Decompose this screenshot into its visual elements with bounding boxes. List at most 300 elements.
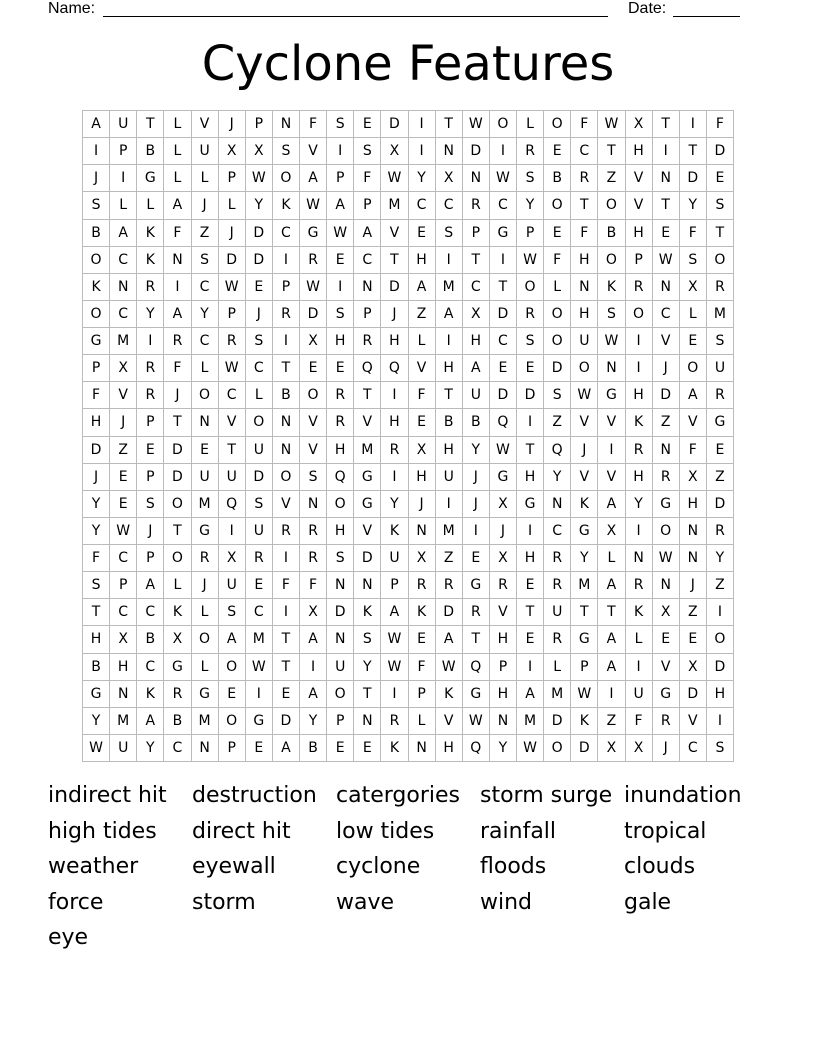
grid-cell: G xyxy=(598,382,625,409)
grid-cell: H xyxy=(626,138,653,165)
grid-cell: A xyxy=(680,382,707,409)
grid-cell: C xyxy=(544,518,571,545)
grid-cell: I xyxy=(273,545,300,572)
grid-cell: L xyxy=(192,599,219,626)
grid-cell: K xyxy=(598,274,625,301)
grid-cell: C xyxy=(273,220,300,247)
grid-cell: I xyxy=(327,138,354,165)
grid-cell: A xyxy=(463,355,490,382)
grid-cell: K xyxy=(83,274,110,301)
grid-cell: A xyxy=(436,626,463,653)
grid-cell: E xyxy=(137,437,164,464)
grid-cell: V xyxy=(300,409,327,436)
grid-cell: P xyxy=(327,165,354,192)
grid-cell: E xyxy=(517,355,544,382)
grid-cell: O xyxy=(219,708,246,735)
grid-cell: S xyxy=(517,328,544,355)
grid-cell: L xyxy=(517,111,544,138)
grid-cell: N xyxy=(300,491,327,518)
grid-cell: W xyxy=(653,545,680,572)
grid-cell: K xyxy=(626,599,653,626)
grid-cell: Q xyxy=(354,355,381,382)
grid-cell: B xyxy=(137,138,164,165)
grid-cell: Y xyxy=(571,545,598,572)
grid-cell: P xyxy=(490,654,517,681)
grid-cell: W xyxy=(598,111,625,138)
grid-cell: O xyxy=(327,681,354,708)
grid-cell: P xyxy=(626,247,653,274)
grid-cell: U xyxy=(246,518,273,545)
grid-cell: I xyxy=(436,491,463,518)
grid-cell: H xyxy=(327,437,354,464)
header xyxy=(0,0,816,22)
grid-cell: O xyxy=(598,247,625,274)
grid-cell: D xyxy=(246,220,273,247)
grid-cell: I xyxy=(110,165,137,192)
grid-cell: S xyxy=(83,192,110,219)
grid-cell: G xyxy=(707,409,734,436)
grid-cell: R xyxy=(436,572,463,599)
grid-cell: X xyxy=(246,138,273,165)
grid-cell: O xyxy=(707,626,734,653)
grid-cell: X xyxy=(680,654,707,681)
grid-cell: T xyxy=(517,599,544,626)
grid-cell: V xyxy=(354,518,381,545)
grid-cell: K xyxy=(381,735,408,762)
grid-cell: V xyxy=(273,491,300,518)
grid-cell: O xyxy=(680,355,707,382)
grid-cell: G xyxy=(517,491,544,518)
grid-cell: I xyxy=(300,654,327,681)
grid-cell: C xyxy=(110,247,137,274)
grid-cell: L xyxy=(626,626,653,653)
name-label: Name: xyxy=(48,0,96,17)
date-blank-line[interactable] xyxy=(673,16,740,17)
grid-cell: F xyxy=(273,572,300,599)
grid-cell: G xyxy=(164,654,191,681)
grid-cell: U xyxy=(436,464,463,491)
grid-cell: F xyxy=(680,437,707,464)
grid-cell: I xyxy=(517,654,544,681)
grid-cell: M xyxy=(110,328,137,355)
grid-cell: H xyxy=(436,735,463,762)
grid-cell: X xyxy=(110,355,137,382)
grid-cell: A xyxy=(300,681,327,708)
grid-cell: I xyxy=(463,518,490,545)
grid-cell: R xyxy=(463,192,490,219)
grid-cell: S xyxy=(273,138,300,165)
grid-cell: R xyxy=(626,572,653,599)
grid-cell: O xyxy=(273,464,300,491)
grid-cell: P xyxy=(110,572,137,599)
grid-cell: I xyxy=(219,518,246,545)
grid-cell: R xyxy=(300,247,327,274)
grid-cell: N xyxy=(192,735,219,762)
grid-cell: T xyxy=(381,247,408,274)
grid-cell: C xyxy=(246,599,273,626)
grid-cell: Y xyxy=(517,192,544,219)
grid-cell: H xyxy=(707,681,734,708)
grid-cell: U xyxy=(192,138,219,165)
grid-cell: N xyxy=(463,165,490,192)
grid-cell: J xyxy=(219,111,246,138)
word-list-item: storm xyxy=(192,889,256,915)
grid-cell: Y xyxy=(490,735,517,762)
grid-cell: X xyxy=(110,626,137,653)
grid-cell: R xyxy=(707,518,734,545)
grid-cell: R xyxy=(517,301,544,328)
grid-cell: J xyxy=(463,464,490,491)
grid-cell: B xyxy=(598,220,625,247)
grid-cell: H xyxy=(680,491,707,518)
grid-cell: P xyxy=(327,708,354,735)
grid-cell: L xyxy=(598,545,625,572)
grid-cell: G xyxy=(192,518,219,545)
grid-cell: R xyxy=(463,599,490,626)
grid-cell: E xyxy=(653,220,680,247)
grid-cell: E xyxy=(409,220,436,247)
grid-cell: O xyxy=(544,192,571,219)
grid-cell: T xyxy=(517,437,544,464)
grid-cell: R xyxy=(164,681,191,708)
grid-cell: E xyxy=(409,409,436,436)
grid-cell: V xyxy=(192,111,219,138)
grid-cell: G xyxy=(571,518,598,545)
grid-cell: O xyxy=(300,382,327,409)
grid-cell: C xyxy=(653,301,680,328)
grid-cell: Y xyxy=(300,708,327,735)
grid-cell: G xyxy=(83,681,110,708)
grid-cell: J xyxy=(192,572,219,599)
grid-cell: U xyxy=(463,382,490,409)
grid-cell: W xyxy=(463,111,490,138)
grid-cell: E xyxy=(680,626,707,653)
grid-cell: Z xyxy=(680,599,707,626)
grid-cell: V xyxy=(571,464,598,491)
page-title: Cyclone Features xyxy=(201,36,615,92)
grid-cell: I xyxy=(164,274,191,301)
word-list-item: low tides xyxy=(336,818,435,844)
grid-cell: N xyxy=(273,111,300,138)
grid-cell: B xyxy=(273,382,300,409)
grid-cell: K xyxy=(137,681,164,708)
grid-cell: O xyxy=(544,735,571,762)
grid-cell: W xyxy=(436,654,463,681)
grid-cell: U xyxy=(707,355,734,382)
grid-cell: R xyxy=(544,545,571,572)
grid-cell: N xyxy=(273,409,300,436)
grid-cell: H xyxy=(327,328,354,355)
grid-cell: S xyxy=(327,301,354,328)
grid-cell: T xyxy=(653,192,680,219)
grid-cell: D xyxy=(544,708,571,735)
grid-cell: V xyxy=(626,192,653,219)
grid-cell: L xyxy=(110,192,137,219)
grid-cell: J xyxy=(680,572,707,599)
grid-cell: S xyxy=(707,328,734,355)
grid-cell: V xyxy=(409,355,436,382)
grid-cell: V xyxy=(680,708,707,735)
name-blank-line[interactable] xyxy=(103,16,608,17)
grid-cell: E xyxy=(246,735,273,762)
grid-cell: C xyxy=(490,192,517,219)
grid-cell: D xyxy=(381,111,408,138)
grid-cell: L xyxy=(680,301,707,328)
grid-cell: J xyxy=(137,518,164,545)
grid-cell: X xyxy=(598,518,625,545)
grid-cell: T xyxy=(490,274,517,301)
grid-cell: N xyxy=(653,437,680,464)
grid-cell: E xyxy=(517,626,544,653)
grid-cell: I xyxy=(327,274,354,301)
grid-cell: U xyxy=(327,654,354,681)
grid-cell: F xyxy=(571,111,598,138)
grid-cell: I xyxy=(517,518,544,545)
grid-cell: X xyxy=(680,274,707,301)
grid-cell: R xyxy=(137,355,164,382)
grid-cell: D xyxy=(653,382,680,409)
grid-cell: E xyxy=(327,355,354,382)
grid-cell: U xyxy=(219,464,246,491)
grid-cell: Z xyxy=(192,220,219,247)
grid-cell: O xyxy=(83,301,110,328)
word-list-item: clouds xyxy=(624,854,696,880)
grid-cell: A xyxy=(598,654,625,681)
grid-cell: T xyxy=(436,382,463,409)
grid-cell: Z xyxy=(598,165,625,192)
grid-cell: D xyxy=(246,247,273,274)
grid-cell: O xyxy=(517,274,544,301)
grid-cell: C xyxy=(164,735,191,762)
grid-cell: N xyxy=(110,681,137,708)
grid-cell: W xyxy=(246,654,273,681)
grid-cell: C xyxy=(137,654,164,681)
grid-cell: Y xyxy=(381,491,408,518)
grid-cell: L xyxy=(192,165,219,192)
grid-cell: R xyxy=(273,518,300,545)
grid-cell: I xyxy=(273,247,300,274)
grid-cell: P xyxy=(137,464,164,491)
grid-cell: H xyxy=(517,545,544,572)
grid-cell: W xyxy=(571,382,598,409)
grid-cell: T xyxy=(598,138,625,165)
grid-cell: I xyxy=(626,328,653,355)
grid-cell: J xyxy=(490,518,517,545)
grid-cell: J xyxy=(463,491,490,518)
grid-cell: D xyxy=(490,301,517,328)
grid-cell: O xyxy=(544,111,571,138)
grid-cell: L xyxy=(544,654,571,681)
grid-cell: A xyxy=(598,491,625,518)
grid-cell: Q xyxy=(381,355,408,382)
grid-cell: V xyxy=(354,409,381,436)
grid-cell: D xyxy=(707,654,734,681)
grid-cell: U xyxy=(381,545,408,572)
grid-cell: P xyxy=(354,301,381,328)
grid-cell: F xyxy=(409,382,436,409)
grid-cell: Y xyxy=(463,437,490,464)
grid-cell: E xyxy=(354,111,381,138)
grid-cell: R xyxy=(327,382,354,409)
grid-cell: M xyxy=(517,708,544,735)
grid-cell: R xyxy=(137,274,164,301)
grid-cell: A xyxy=(354,220,381,247)
grid-cell: I xyxy=(381,464,408,491)
grid-cell: L xyxy=(137,192,164,219)
word-list-item: weather xyxy=(48,854,139,880)
word-list-item: eyewall xyxy=(192,854,276,880)
grid-cell: I xyxy=(273,599,300,626)
grid-cell: W xyxy=(300,274,327,301)
grid-cell: V xyxy=(598,464,625,491)
grid-cell: S xyxy=(680,247,707,274)
word-list-item: force xyxy=(48,889,104,915)
grid-cell: P xyxy=(219,301,246,328)
grid-cell: H xyxy=(409,464,436,491)
grid-cell: R xyxy=(571,165,598,192)
grid-cell: K xyxy=(354,599,381,626)
grid-cell: O xyxy=(544,328,571,355)
grid-cell: U xyxy=(110,735,137,762)
grid-cell: S xyxy=(219,599,246,626)
grid-cell: M xyxy=(381,192,408,219)
grid-cell: E xyxy=(354,735,381,762)
grid-cell: I xyxy=(436,328,463,355)
letter-grid xyxy=(82,110,734,762)
grid-cell: I xyxy=(598,681,625,708)
grid-cell: F xyxy=(354,165,381,192)
grid-cell: T xyxy=(680,138,707,165)
grid-cell: R xyxy=(653,708,680,735)
grid-cell: A xyxy=(598,572,625,599)
grid-cell: M xyxy=(436,518,463,545)
grid-cell: J xyxy=(571,437,598,464)
grid-cell: C xyxy=(246,355,273,382)
grid-cell: Y xyxy=(409,165,436,192)
grid-cell: E xyxy=(246,274,273,301)
grid-cell: V xyxy=(653,654,680,681)
grid-cell: Z xyxy=(707,464,734,491)
grid-cell: I xyxy=(653,138,680,165)
grid-cell: C xyxy=(571,138,598,165)
grid-cell: T xyxy=(83,599,110,626)
grid-cell: C xyxy=(219,382,246,409)
grid-cell: U xyxy=(219,572,246,599)
grid-cell: Y xyxy=(83,708,110,735)
grid-cell: S xyxy=(246,328,273,355)
grid-cell: R xyxy=(653,464,680,491)
grid-cell: J xyxy=(164,382,191,409)
grid-cell: D xyxy=(571,735,598,762)
grid-cell: P xyxy=(83,355,110,382)
grid-cell: F xyxy=(300,111,327,138)
date-label: Date: xyxy=(628,0,667,17)
word-list xyxy=(48,778,788,956)
grid-cell: P xyxy=(219,735,246,762)
grid-cell: V xyxy=(219,409,246,436)
grid-cell: N xyxy=(598,355,625,382)
grid-cell: A xyxy=(83,111,110,138)
grid-cell: R xyxy=(409,572,436,599)
grid-cell: D xyxy=(164,464,191,491)
grid-cell: T xyxy=(137,111,164,138)
grid-cell: H xyxy=(463,328,490,355)
grid-cell: F xyxy=(164,220,191,247)
grid-cell: X xyxy=(300,328,327,355)
grid-cell: W xyxy=(219,355,246,382)
grid-cell: V xyxy=(490,599,517,626)
grid-cell: P xyxy=(354,192,381,219)
grid-cell: H xyxy=(381,409,408,436)
grid-cell: P xyxy=(137,545,164,572)
grid-cell: W xyxy=(246,165,273,192)
grid-cell: K xyxy=(409,599,436,626)
grid-cell: I xyxy=(246,681,273,708)
grid-cell: W xyxy=(490,165,517,192)
grid-cell: C xyxy=(680,735,707,762)
grid-cell: D xyxy=(544,355,571,382)
grid-cell: C xyxy=(110,599,137,626)
grid-cell: G xyxy=(354,464,381,491)
grid-cell: A xyxy=(300,626,327,653)
grid-cell: R xyxy=(707,382,734,409)
grid-cell: O xyxy=(192,626,219,653)
grid-cell: P xyxy=(219,165,246,192)
grid-cell: S xyxy=(544,382,571,409)
grid-cell: G xyxy=(653,491,680,518)
word-list-item: cyclone xyxy=(336,854,421,880)
grid-cell: A xyxy=(327,192,354,219)
grid-cell: H xyxy=(626,382,653,409)
grid-cell: A xyxy=(137,572,164,599)
grid-cell: A xyxy=(137,708,164,735)
grid-cell: M xyxy=(544,681,571,708)
grid-cell: D xyxy=(463,138,490,165)
grid-cell: N xyxy=(354,708,381,735)
grid-cell: S xyxy=(327,111,354,138)
grid-cell: D xyxy=(273,708,300,735)
grid-cell: H xyxy=(327,518,354,545)
grid-cell: R xyxy=(219,328,246,355)
grid-cell: N xyxy=(164,247,191,274)
grid-cell: O xyxy=(598,192,625,219)
grid-cell: Y xyxy=(137,301,164,328)
grid-cell: G xyxy=(354,491,381,518)
grid-cell: R xyxy=(707,274,734,301)
grid-cell: G xyxy=(246,708,273,735)
grid-cell: E xyxy=(490,355,517,382)
grid-cell: H xyxy=(490,681,517,708)
grid-cell: N xyxy=(327,626,354,653)
grid-cell: N xyxy=(409,518,436,545)
grid-cell: M xyxy=(571,572,598,599)
grid-cell: O xyxy=(571,355,598,382)
grid-cell: H xyxy=(110,654,137,681)
grid-cell: Y xyxy=(680,192,707,219)
grid-cell: S xyxy=(327,545,354,572)
grid-cell: E xyxy=(219,681,246,708)
grid-cell: W xyxy=(327,220,354,247)
grid-cell: U xyxy=(110,111,137,138)
grid-cell: W xyxy=(300,192,327,219)
grid-cell: T xyxy=(598,599,625,626)
grid-cell: T xyxy=(707,220,734,247)
grid-cell: Z xyxy=(707,572,734,599)
grid-cell: B xyxy=(544,165,571,192)
grid-cell: B xyxy=(463,409,490,436)
grid-cell: K xyxy=(137,220,164,247)
grid-cell: Y xyxy=(137,735,164,762)
